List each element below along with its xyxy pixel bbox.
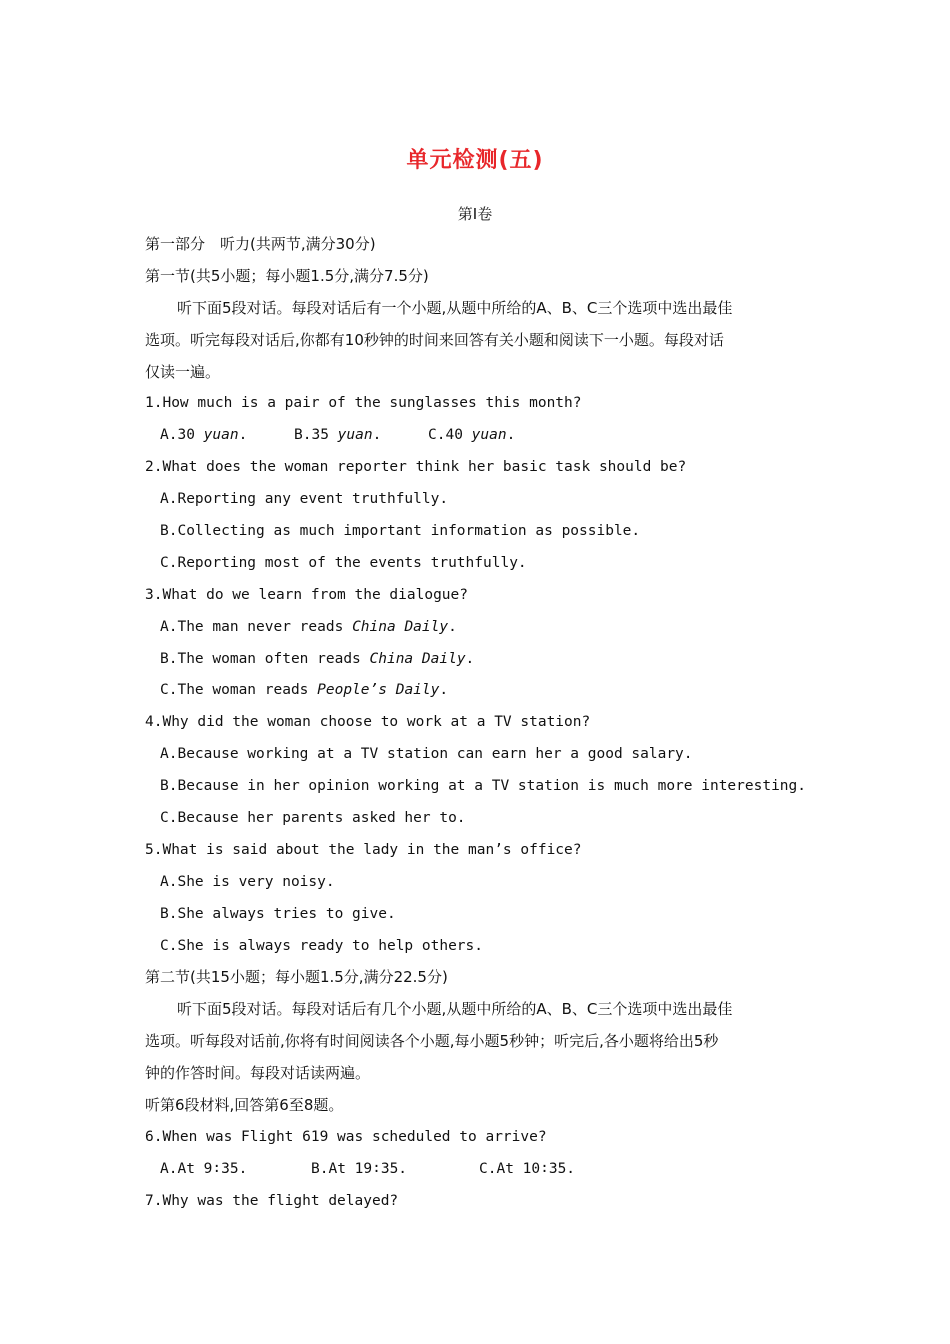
option-6a: A.At 9∶35. [160, 1160, 248, 1177]
option-6c: C.At 10∶35. [479, 1160, 576, 1177]
option-4c: C.Because her parents asked her to. [160, 810, 466, 827]
question-6-options [145, 1154, 810, 1186]
question-1-stem: 1.How much is a pair of the sunglasses this month? [145, 395, 582, 412]
section1-instructions-line: 选项。听完每段对话后,你都有10秒钟的时间来回答有关小题和阅读下一小题。每段对话 [145, 330, 724, 349]
volume-label: 第Ⅰ卷 [457, 205, 493, 223]
section2-instructions-line: 听下面5段对话。每段对话后有几个小题,从题中所给的A、B、C三个选项中选出最佳 [177, 1000, 733, 1019]
option-4a: A.Because working at a TV station can earn her a good salary. [160, 746, 693, 763]
question-5-stem: 5.What is said about the lady in the man’s office? [145, 841, 582, 858]
option-2a: A.Reporting any event truthfully. [160, 491, 449, 508]
option-2b: B.Collecting as much important information as possible. [160, 523, 641, 540]
section1-instructions-line: 听下面5段对话。每段对话后有一个小题,从题中所给的A、B、C三个选项中选出最佳 [177, 298, 733, 317]
question-2-stem: 2.What does the woman reporter think her basic task should be? [145, 459, 687, 476]
question-4-stem: 4.Why did the woman choose to work at a TV station? [145, 714, 591, 731]
option-3c: C.The woman reads People’s Daily. [160, 682, 449, 699]
option-6b: B.At 19∶35. [311, 1160, 408, 1177]
option-1a: A.30 yuan. [160, 427, 248, 444]
document-body [145, 229, 810, 1218]
option-1b: B.35 yuan. [294, 427, 382, 444]
option-5a: A.She is very noisy. [160, 873, 335, 890]
question-6-stem: 6.When was Flight 619 was scheduled to arrive? [145, 1128, 547, 1145]
section2-instructions-line: 钟的作答时间。每段对话读两遍。 [145, 1064, 371, 1083]
option-1c: C.40 yuan. [428, 427, 516, 444]
option-4b: B.Because in her opinion working at a TV station is much more interesting. [160, 778, 807, 795]
question-7-stem: 7.Why was the flight delayed? [145, 1192, 399, 1209]
section1-heading: 第一节(共5小题；每小题1.5分,满分7.5分) [145, 266, 429, 285]
option-5c: C.She is always ready to help others. [160, 937, 484, 954]
question-3-stem: 3.What do we learn from the dialogue? [145, 586, 469, 603]
option-2c: C.Reporting most of the events truthfully. [160, 554, 527, 571]
material-6-heading: 听第6段材料,回答第6至8题。 [145, 1096, 344, 1115]
part1-heading: 第一部分 听力(共两节,满分30分) [145, 235, 376, 253]
option-5b: B.She always tries to give. [160, 905, 396, 922]
section1-instructions-line: 仅读一遍。 [145, 362, 221, 381]
option-3a: A.The man never reads China Daily. [160, 618, 457, 635]
question-1-options [145, 420, 810, 452]
section2-instructions-line: 选项。听每段对话前,你将有时间阅读各个小题,每小题5秒钟；听完后,各小题将给出5秒 [145, 1032, 719, 1051]
page-title: 单元检测(五) [406, 148, 544, 173]
section2-heading: 第二节(共15小题；每小题1.5分,满分22.5分) [145, 968, 448, 987]
option-3b: B.The woman often reads China Daily. [160, 650, 475, 667]
